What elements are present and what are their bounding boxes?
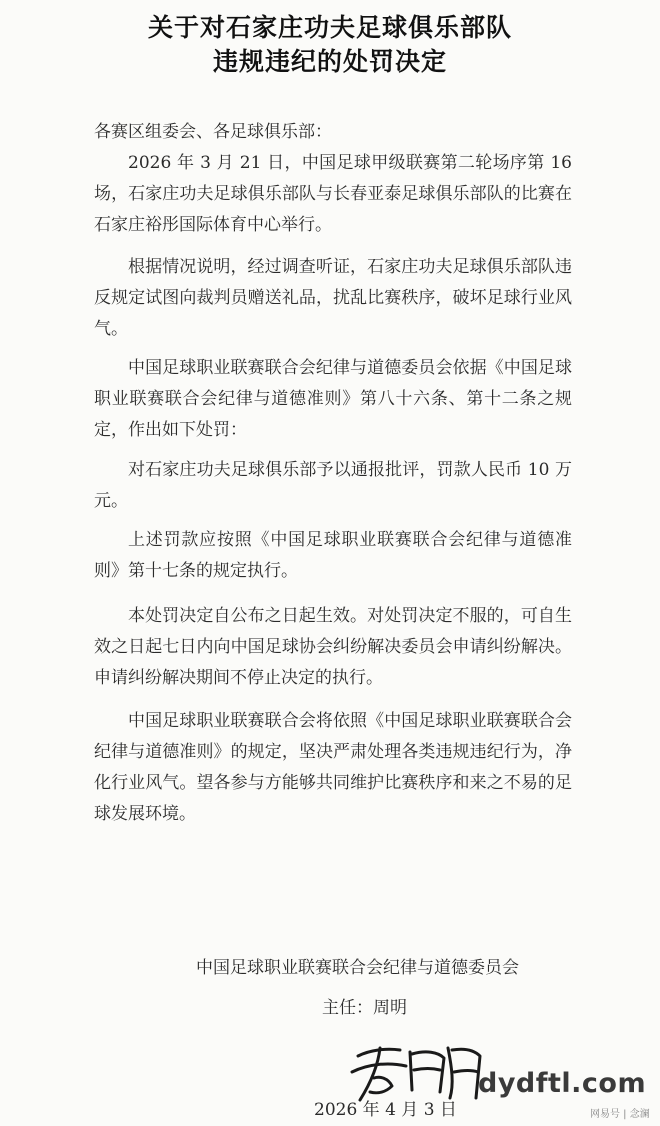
- document-title-line1: 关于对石家庄功夫足球俱乐部队: [147, 13, 512, 42]
- paragraph-1: 2026 年 3 月 21 日，中国足球甲级联赛第二轮场序第 16 场，石家庄功夫足球俱乐部队与长春亚泰足球俱乐部队的比赛在石家庄裕彤国际体育中心举行。: [94, 153, 572, 235]
- paragraph-2: 根据情况说明，经过调查听证，石家庄功夫足球俱乐部队违反规定试图向裁判员赠送礼品，扰乱比赛秩序，破坏足球行业风气。: [94, 257, 572, 339]
- signature-organization: 中国足球职业联赛联合会纪律与道德委员会: [196, 958, 519, 978]
- paragraph-6: 本处罚决定自公布之日起生效。对处罚决定不服的，可自生效之日起七日内向中国足球协会纠纷解决委员会申请纠纷解决。申请纠纷解决期间不停止决定的执行。: [94, 606, 572, 688]
- paragraph-4: 对石家庄功夫足球俱乐部予以通报批评，罚款人民币 10 万元。: [94, 460, 572, 511]
- paragraph-3: 中国足球职业联赛联合会纪律与道德委员会依据《中国足球职业联赛联合会纪律与道德准则》第八十六条、第十二条之规定，作出如下处罚：: [94, 358, 572, 440]
- greeting: 各赛区组委会、各足球俱乐部：: [94, 122, 332, 142]
- director-line: 主任：周明: [322, 998, 407, 1018]
- document-title-line2: 违规违纪的处罚决定: [212, 47, 447, 76]
- document-date: 2026 年 4 月 3 日: [314, 1100, 457, 1120]
- paragraph-7: 中国足球职业联赛联合会将依照《中国足球职业联赛联合会纪律与道德准则》的规定，坚决严肃处理各类违规违纪行为，净化行业风气。望各参与方能够共同维护比赛秩序和来之不易的足球发展环境。: [94, 711, 572, 824]
- paragraph-5: 上述罚款应按照《中国足球职业联赛联合会纪律与道德准则》第十七条的规定执行。: [94, 530, 572, 581]
- source-tag: 网易号 | 念澜: [590, 1109, 650, 1120]
- watermark: dydftl.com: [478, 1068, 647, 1099]
